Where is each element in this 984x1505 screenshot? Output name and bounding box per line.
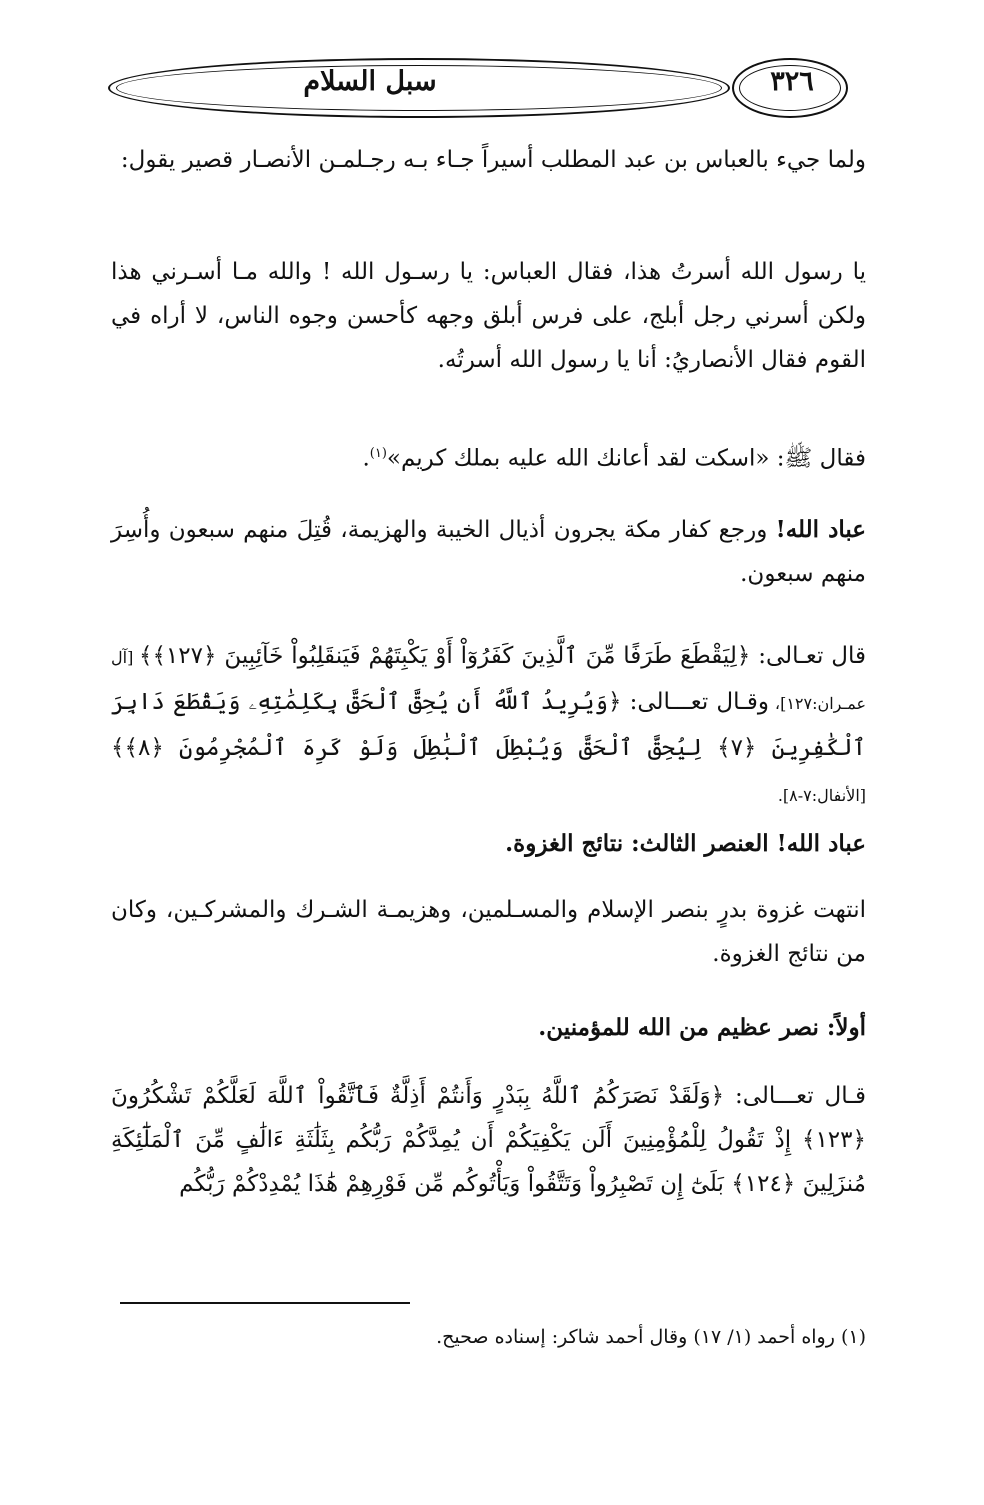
quran-verse-badr: ﴿وَلَقَدْ نَصَرَكُمُ ٱللَّهُ بِبَدْرٍ وَأَنتُمْ أَذِلَّةٌ فَٱتَّقُواْ ٱللَّهَ لَعَلَّكُمْ تَشْكُرُونَ ﴿١٢٣﴾ إِذْ تَقُولُ لِلْمُؤْمِنِينَ أَلَن يَكْفِيَكُمْ أَن يُمِدَّكُمْ رَبُّكُم بِثَلَٰثَةِ ءَالَٰفٍ مِّنَ ٱلْمَلَٰٓئِكَةِ مُنزَلِينَ ﴿١٢٤﴾ بَلَىٰٓ إِن تَصْبِرُواْ وَتَتَّقُواْ وَيَأْتُوكُم مِّن فَوْرِهِمْ هَٰذَا يُمْدِدْكُمْ رَبُّكُم bbox=[111, 1083, 866, 1197]
paragraph-defeat bbox=[111, 508, 866, 596]
paragraph-prophet-saying bbox=[111, 432, 866, 481]
paragraph-abbas-captive: ولما جيء بالعباس بن عبد المطلب أسيراً جـاء بـه رجـلمـن الأنصـار قصير يقول: bbox=[120, 147, 866, 173]
quran-verse-imran: ﴿لِيَقْطَعَ طَرَفًا مِّنَ ٱلَّذِينَ كَفَرُوٓاْ أَوْ يَكْبِتَهُمْ فَيَنقَلِبُواْ خَآئِبِينَ ﴿١٢٧﴾﴾ bbox=[138, 643, 751, 669]
paragraph-dialogue: يا رسول الله أسرتُ هذا، فقال العباس: يا رسـول الله ! والله مـا أسـرني هذا ولكن أسرني رجل أبلج، على فرس أبلق وجهه كأحسن وجوه الناس، لا أراه في القوم فقال الأنصاريُ: أنا يا رسول الله أسرتُه. bbox=[111, 259, 866, 373]
footnote-divider bbox=[120, 1302, 410, 1304]
section-heading-results: عباد الله! العنصر الثالث: نتائج الغزوة. bbox=[505, 830, 866, 857]
paragraph-results: انتهت غزوة بدرٍ بنصر الإسلام والمسـلمين، وهزيمـة الشـرك والمشركـين، وكان من نتائج الغزوة. bbox=[111, 897, 866, 967]
verse-intro-2: وقـال تعـــالى: bbox=[621, 689, 769, 715]
footnote-marker: (١) bbox=[369, 446, 387, 461]
sentence-end: . bbox=[362, 445, 370, 472]
footnote: (١) رواه أحمد (١/ ١٧) وقال أحمد شاكر: إسناده صحيح. bbox=[436, 1326, 866, 1348]
verse-reference-anfal: [الأنفال:٧-٨]. bbox=[777, 786, 866, 805]
subheading-victory: أولاً: نصر عظيم من الله للمؤمنين. bbox=[538, 1014, 866, 1041]
verse-reference-imran: [آل عمـران:١٢٧]، bbox=[111, 648, 866, 713]
book-title: سبل السلام bbox=[303, 66, 437, 97]
page-number: ٣٢٦ bbox=[770, 66, 814, 97]
prophet-saying: فقال ﷺ: «اسكت لقد أعانك الله عليه بملك كريم» bbox=[386, 445, 866, 472]
page-header bbox=[100, 52, 850, 122]
verse-intro-3: قـال تعـــالى: bbox=[724, 1083, 866, 1109]
verse-intro: قال تعـالى: bbox=[750, 643, 866, 669]
quran-verse-anfal: ﴿وَيُرِيدُ ٱللَّهُ أَن يُحِقَّ ٱلْحَقَّ بِكَلِمَٰتِهِۦ وَيَقْطَعَ دَابِرَ ٱلْكَٰفِرِينَ ﴿٧﴾ لِيُحِقَّ ٱلْحَقَّ وَيُبْطِلَ ٱلْبَٰطِلَ وَلَوْ كَرِهَ ٱلْمُجْرِمُونَ ﴿٨﴾﴾ bbox=[111, 689, 866, 761]
paragraph-verses bbox=[111, 634, 866, 818]
address-lead: عباد الله! bbox=[775, 516, 866, 543]
defeat-text: ورجع كفار مكة يجرون أذيال الخيبة والهزيمة، قُتِلَ منهم سبعون وأُسِرَ منهم سبعون. bbox=[111, 517, 866, 587]
paragraph-badr-verses bbox=[111, 1074, 866, 1206]
